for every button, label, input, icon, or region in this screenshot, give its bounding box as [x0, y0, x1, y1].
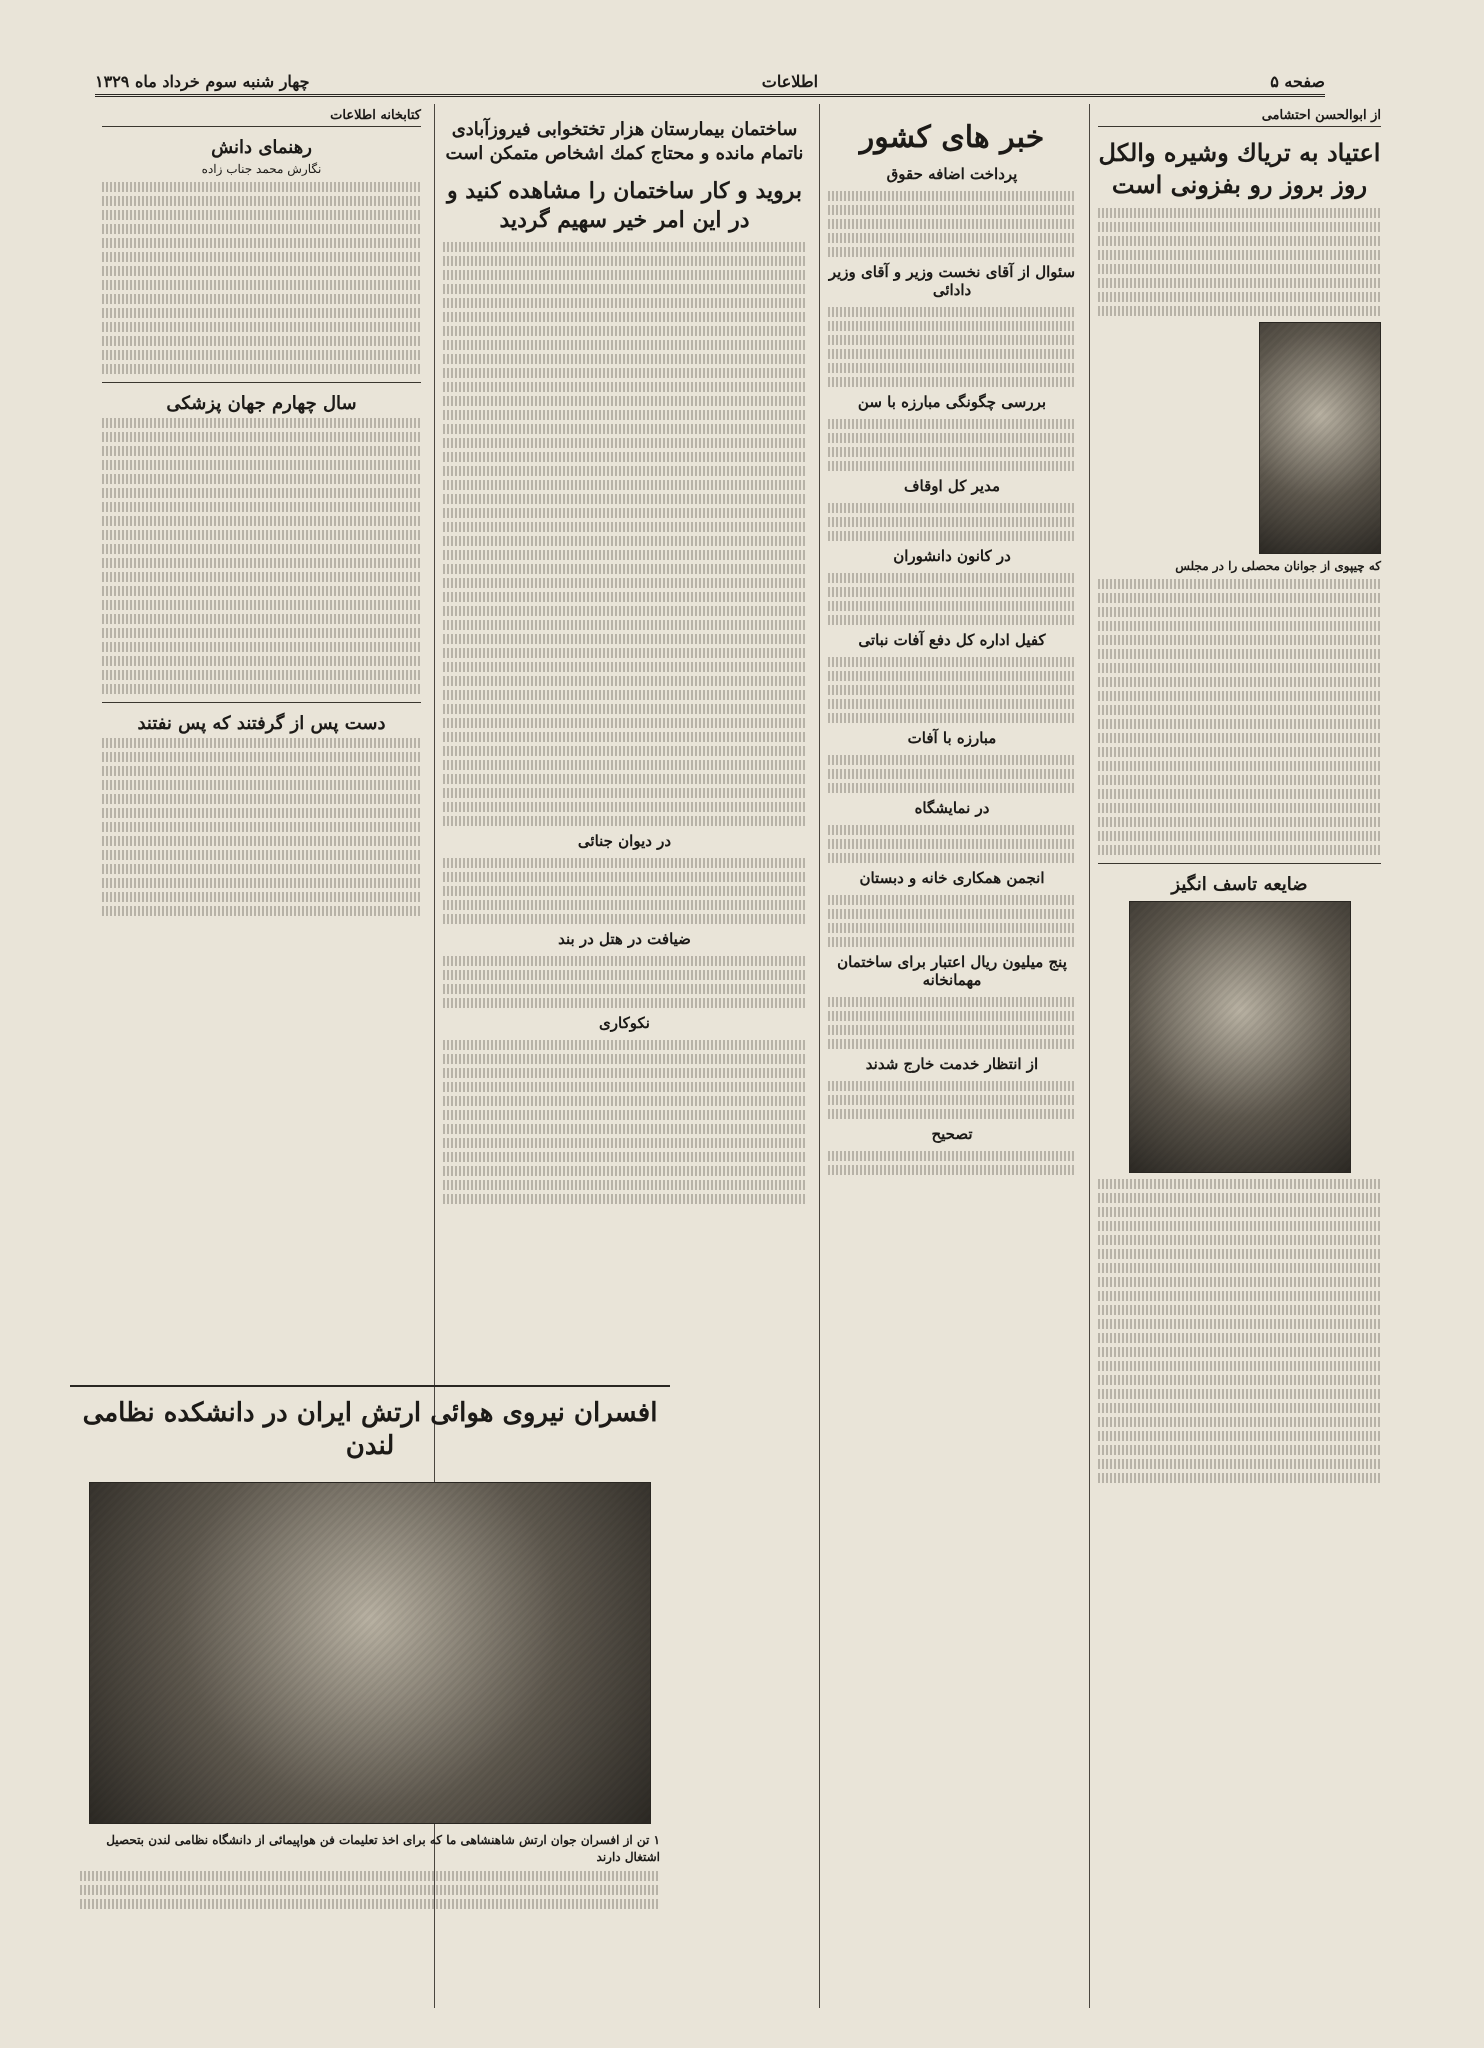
hospital-h1: در دیوان جنائی: [577, 831, 672, 850]
hospital-h2: ضیافت در هتل در بند: [558, 929, 691, 948]
page-header: [95, 68, 1325, 97]
news-h6: کفیل اداره کل دفع آفات نباتی: [858, 630, 1046, 649]
library-title-2: سال چهارم جهان پزشکی: [166, 393, 357, 414]
article-body-3: [1098, 1179, 1381, 1483]
news-h9: انجمن همکاری خانه و دبستان: [859, 868, 1045, 887]
hospital-h3: نکوکاری: [599, 1013, 650, 1032]
news-h12: تصحیح: [931, 1124, 973, 1143]
news-h4: مدیر کل اوقاف: [903, 476, 1000, 495]
news-h2: سئوال از آقای نخست وزیر و آقای وزیر دادائی: [828, 262, 1076, 299]
news-h3: بررسی چگونگی مبارزه با سن: [857, 392, 1047, 411]
section-title-news: خبر های کشور: [859, 120, 1045, 155]
library-title-3: دست پس از گرفتند که پس نفتند: [137, 713, 386, 734]
author-tag: از ابوالحسن احتشامی: [1098, 108, 1381, 127]
hospital-title: ساختمان بیمارستان هزار تختخوابی فیروزآبادی ناتمام مانده و محتاج کمك اشخاص متمکن است: [445, 119, 804, 165]
portrait-photo: [1129, 901, 1351, 1173]
article-body-2: [1098, 579, 1381, 855]
article-photo-smoker: [1259, 322, 1381, 554]
news-h1: پرداخت اضافه حقوق: [886, 164, 1018, 183]
story-title-tragic: ضایعه تاسف انگیز: [1171, 874, 1308, 896]
news-h11: از انتظار خدمت خارج شدند: [865, 1054, 1039, 1073]
news-h7: مبارزه با آفات: [907, 728, 997, 747]
banner-block: [70, 1385, 670, 2007]
article-body-1: [1098, 208, 1381, 316]
photo-caption: که چیپوی از جوانان محصلی را در مجلس: [1175, 558, 1381, 573]
library-title-1: رهنمای دانش: [211, 137, 312, 158]
page-number: صفحه ۵: [1270, 71, 1325, 91]
banner-title: افسران نیروی هوائی ارتش ایران در دانشکده نظامی لندن: [82, 1398, 658, 1461]
banner-caption: ۱ تن از افسران جوان ارتش شاهنشاهی ما که برای اخذ تعلیمات فن هواپیمائی از دانشگاه نظامی لندن بتحصیل اشتغال دارند: [106, 1833, 660, 1865]
paper-name: اطلاعات: [761, 71, 819, 91]
news-h8: در نمایشگاه: [914, 798, 990, 817]
news-h5: در کانون دانشوران: [893, 546, 1011, 565]
library-byline: نگارش محمد جناب زاده: [201, 162, 322, 176]
column-library: [94, 104, 429, 1378]
hospital-subtitle: بروید و کار ساختمان را مشاهده کنید و در این امر خیر سهیم گردید: [447, 177, 802, 234]
issue-date: چهار شنبه سوم خرداد ماه ۱۳۲۹: [95, 71, 310, 91]
banner-photo: [89, 1482, 651, 1824]
news-h10: پنج میلیون ریال اعتبار برای ساختمان مهمانخانه: [837, 952, 1067, 989]
library-tag: کتابخانه اطلاعات: [102, 108, 421, 127]
column-news: [819, 104, 1084, 2008]
column-right: [1089, 104, 1389, 2008]
article-title-addiction: اعتیاد به تریاك وشیره والکل روز بروز رو بفزونی است: [1098, 138, 1381, 200]
